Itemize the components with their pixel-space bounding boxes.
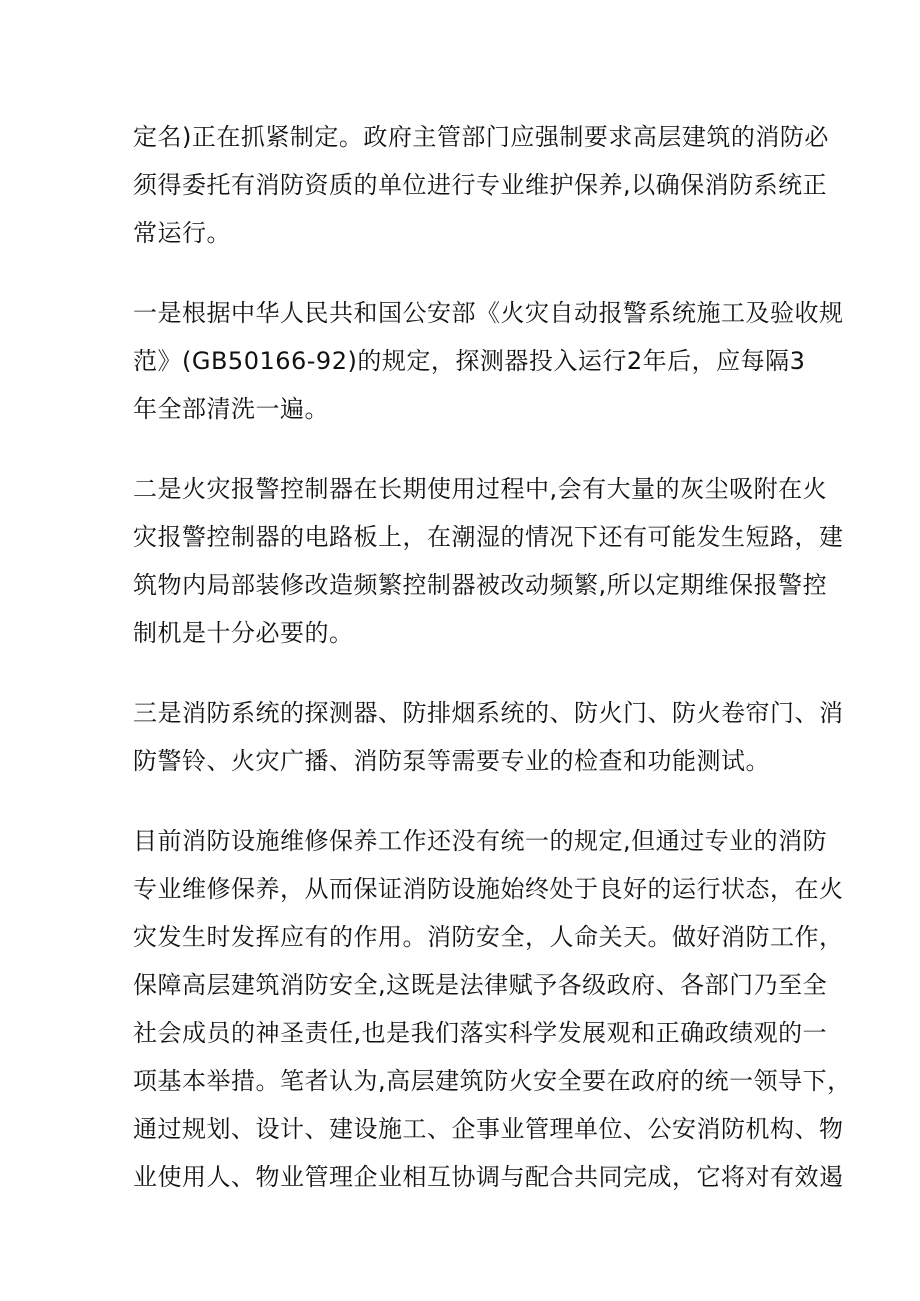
body-text <box>133 113 852 1233</box>
text-line: 制机是十分必要的。 <box>133 619 354 647</box>
text-line: 项基本举措。笔者认为,高层建筑防火安全要在政府的统一领导下， <box>133 1067 852 1095</box>
text-line: 专业维修保养，从而保证消防设施始终处于良好的运行状态，在火 <box>133 875 844 903</box>
text-line: 业使用人、物业管理企业相互协调与配合共同完成，它将对有效遏 <box>133 1163 844 1191</box>
paragraph-2 <box>133 289 844 433</box>
text-line: 年全部清洗一遍。 <box>133 395 329 423</box>
paragraph-3 <box>133 465 844 657</box>
text-line: 三是消防系统的探测器、防排烟系统的、防火门、防火卷帘门、消 <box>133 699 844 727</box>
text-line: 须得委托有消防资质的单位进行专业维护保养,以确保消防系统正 <box>133 171 828 199</box>
text-line: 灾报警控制器的电路板上，在潮湿的情况下还有可能发生短路，建 <box>133 523 844 551</box>
text-line: 常运行。 <box>133 219 231 247</box>
text-line: 一是根据中华人民共和国公安部《火灾自动报警系统施工及验收规 <box>133 299 844 327</box>
paragraph-5 <box>133 817 852 1201</box>
text-line: 定名)正在抓紧制定。政府主管部门应强制要求高层建筑的消防必 <box>133 123 829 151</box>
text-line: 防警铃、火灾广播、消防泵等需要专业的检查和功能测试。 <box>133 747 770 775</box>
text-line: 灾发生时发挥应有的作用。消防安全，人命关天。做好消防工作， <box>133 923 844 951</box>
text-line: 社会成员的神圣责任,也是我们落实科学发展观和正确政绩观的一 <box>133 1019 828 1047</box>
paragraph-1 <box>133 113 829 257</box>
text-line: 通过规划、设计、建设施工、企事业管理单位、公安消防机构、物 <box>133 1115 844 1143</box>
text-line: 保障高层建筑消防安全,这既是法律赋予各级政府、各部门乃至全 <box>133 971 828 999</box>
text-line: 二是火灾报警控制器在长期使用过程中,会有大量的灰尘吸附在火 <box>133 475 828 503</box>
text-line: 筑物内局部装修改造频繁控制器被改动频繁,所以定期维保报警控 <box>133 571 828 599</box>
paragraph-4 <box>133 689 844 785</box>
text-line: 目前消防设施维修保养工作还没有统一的规定,但通过专业的消防 <box>133 827 828 855</box>
text-line: 范》(GB50166-92)的规定，探测器投入运行2年后，应每隔3 <box>133 347 806 375</box>
